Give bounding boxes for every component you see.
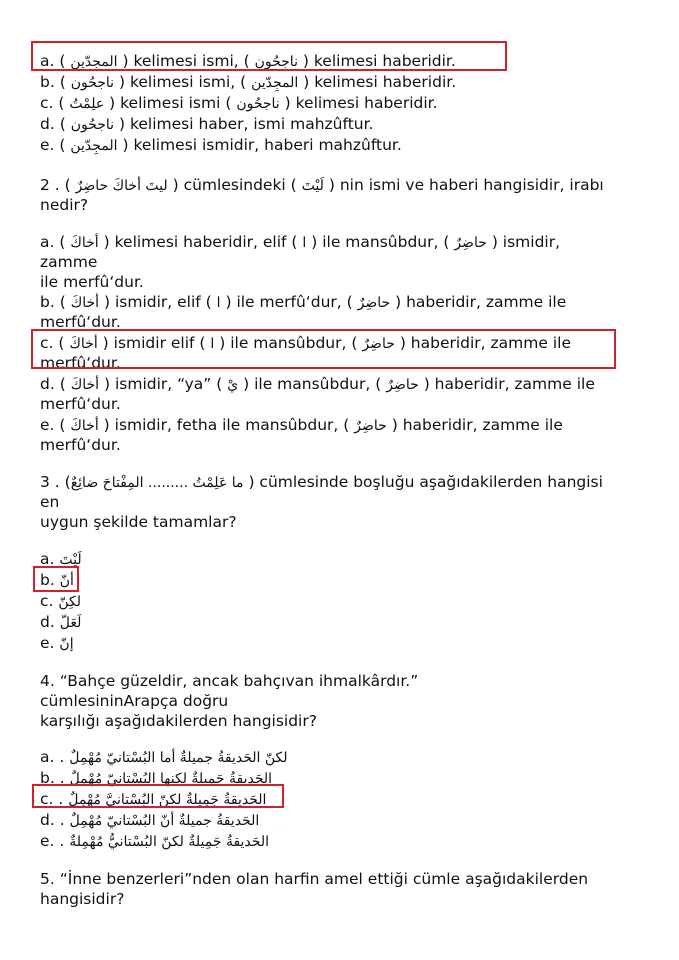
- q4-option-e: e. . الحَديقةُ جَمِيلةٌ لكنّ البُسْتانيُّ مُهْمِلةٌ: [40, 832, 269, 850]
- q3-option-b: b. أنّ: [40, 571, 74, 589]
- answer-highlight-q2-c: [31, 329, 616, 369]
- q2-option-e: e. ( أخاكَ ) ismidir, fetha ile mansûbdur, ( حاضِرٌ ) haberidir, zamme ile: [40, 416, 563, 434]
- q2-option-b: b. ( أخاكَ ) ismidir, elif ( ا ) ile merfû‘dur, ( حاضِرٌ ) haberidir, zamme ile: [40, 293, 567, 311]
- q2-question-line-2: nedir?: [40, 196, 89, 214]
- answer-highlight-q3-b: [33, 566, 79, 592]
- q2-question-line-1: 2 . ( ليتَ أخاكَ حاضِرٌ ) cümlesindeki ( لَيْتَ ) nin ismi ve haberi hangisidir, irabı: [40, 176, 604, 194]
- q2-option-d: d. ( أخاكَ ) ismidir, “ya” ( يْ ) ile mansûbdur, ( حاضِرٌ ) haberidir, zamme ile: [40, 375, 595, 393]
- q3-question-line-2: en: [40, 493, 60, 511]
- q2-option-e-cont: merfû‘dur.: [40, 436, 121, 454]
- q2-option-a-cont-2: ile merfû‘dur.: [40, 273, 144, 291]
- q2-option-c-cont: merfû‘dur.: [40, 354, 121, 372]
- q2-option-a: a. ( أخاكَ ) kelimesi haberidir, elif ( ا ) ile mansûbdur, ( حاضِرٌ ) ismidir,: [40, 233, 561, 251]
- q3-option-a: a. لَيْتَ: [40, 550, 82, 568]
- q4-question-line-3: karşılığı aşağıdakilerden hangisidir?: [40, 712, 317, 730]
- q3-option-e: e. إنّ: [40, 634, 74, 652]
- q1-option-b: b. ( ناجحُون ) kelimesi ismi, ( المجِدّين ) kelimesi haberidir.: [40, 73, 457, 91]
- answer-highlight-q4-c: [32, 784, 284, 808]
- q3-question-line-3: uygun şekilde tamamlar?: [40, 513, 237, 531]
- q4-option-c: c. . الحَديقةُ جَمِيلةٌ لكنّ البُسْتانيَّ مُهْمِلٌ: [40, 790, 267, 808]
- q2-option-b-cont: merfû‘dur.: [40, 313, 121, 331]
- q4-option-d: d. . الحَديقةُ جميلةٌ أنّ البُسْتانيّ مُهْمِلٌ: [40, 811, 260, 829]
- q1-option-e: e. ( المجِدّين ) kelimesi ismidir, haberi mahzûftur.: [40, 136, 402, 154]
- q3-option-c: c. لكِنّ: [40, 592, 82, 610]
- q1-option-d: d. ( ناجحُون ) kelimesi haber, ismi mahzûftur.: [40, 115, 374, 133]
- q1-option-a: a. ( المجِدّين ) kelimesi ismi, ( ناجحُون ) kelimesi haberidir.: [40, 52, 456, 70]
- q4-question-line-2: cümlesininArapça doğru: [40, 692, 229, 710]
- q3-question-line-1: 3 . (ما عَلِمْتُ ......... المِفْتاحَ ضائِعٌ ) cümlesinde boşluğu aşağıdakilerden hangisi: [40, 473, 603, 491]
- q4-option-a: a. . لكنّ الحَديقةُ جميلةٌ أما البُسْتانيّ مُهْمِلٌ: [40, 748, 288, 766]
- q1-option-c: c. ( علِمْتُ ) kelimesi ismi ( ناجحُون ) kelimesi haberidir.: [40, 94, 438, 112]
- q4-option-b: b. . الحَديقةُ جَميلةٌ لكنها البُسْتانيّ مُهْمِلٌ: [40, 769, 273, 787]
- q3-option-d: d. لَعَلّ: [40, 613, 82, 631]
- q2-option-a-cont-1: zamme: [40, 253, 98, 271]
- q2-option-c: c. ( أخاكَ ) ismidir elif ( ا ) ile mansûbdur, ( حاضِرٌ ) haberidir, zamme ile: [40, 334, 571, 352]
- q4-question-line-1: 4. “Bahçe güzeldir, ancak bahçıvan ihmalkârdır.”: [40, 672, 419, 690]
- q5-question-line-1: 5. “İnne benzerleri”nden olan harfin amel ettiği cümle aşağıdakilerden: [40, 870, 589, 888]
- q5-question-line-2: hangisidir?: [40, 890, 125, 908]
- q2-option-d-cont: merfû‘dur.: [40, 395, 121, 413]
- answer-highlight-q1-a: [31, 41, 507, 71]
